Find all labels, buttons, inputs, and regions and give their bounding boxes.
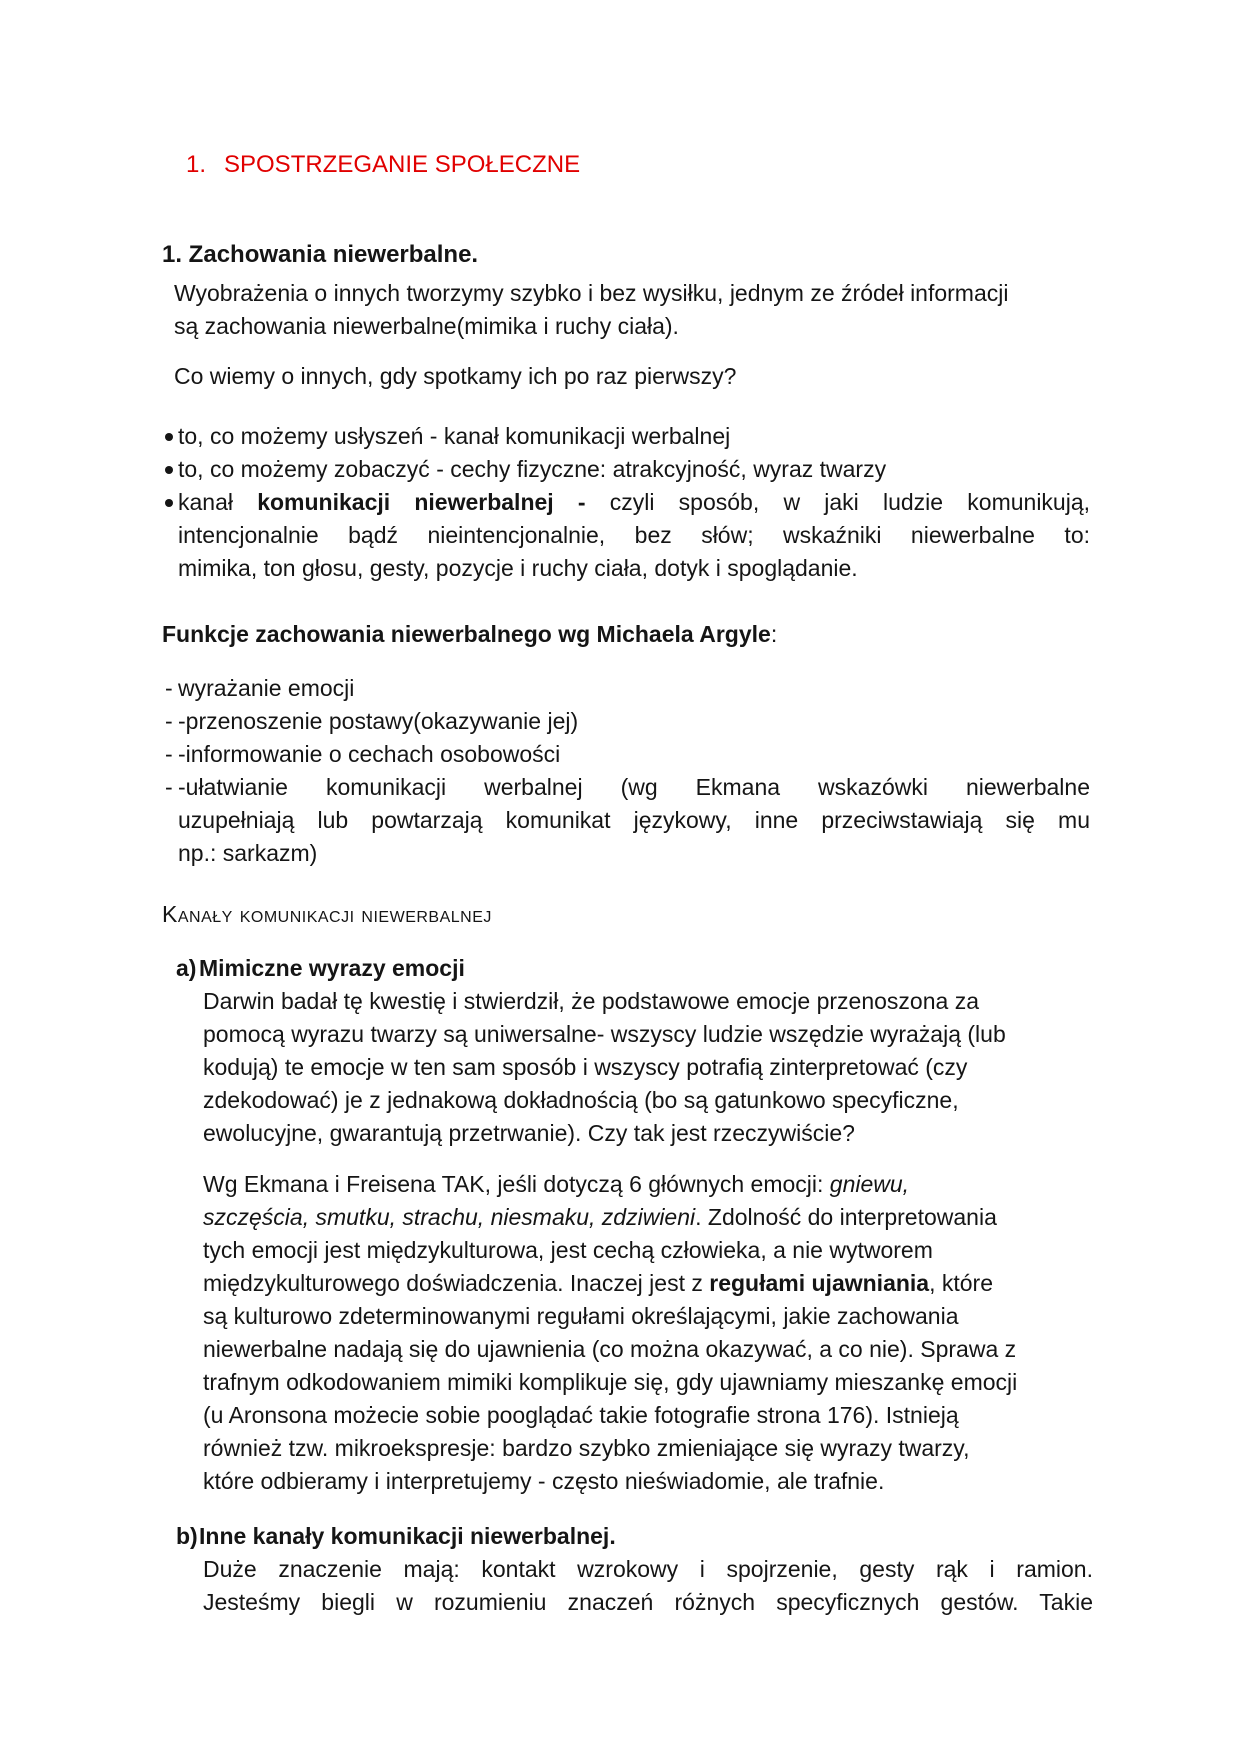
functions-heading — [162, 618, 1088, 651]
text-line: uzupełniają lub powtarzają komunikat językowy, inne przeciwstawiają się mu — [178, 807, 1090, 833]
text-line: mimika, ton głosu, gesty, pozycje i ruchy ciała, dotyk i spoglądanie. — [178, 555, 858, 581]
text-line: to, co możemy zobaczyć - cechy fizyczne: atrakcyjność, wyraz twarzy — [178, 456, 887, 482]
channels-heading: Kanały komunikacji niewerbalnej — [162, 901, 492, 927]
list-item — [164, 453, 1090, 486]
intro-paragraph — [174, 277, 1100, 343]
page-title-number: 1. — [186, 151, 207, 178]
text-line: np.: sarkazm) — [178, 840, 318, 866]
text-line: również tzw. mikroekspresje: bardzo szybko zmieniające się wyrazy twarzy, — [203, 1435, 970, 1461]
list-item — [164, 705, 1090, 738]
text-line: tych emocji jest międzykulturowa, jest cechą człowieka, a nie wytworem — [203, 1237, 933, 1263]
text-line: są zachowania niewerbalne(mimika i ruchy ciała). — [174, 313, 679, 339]
document-content — [160, 0, 1120, 1619]
dash-list — [164, 672, 1090, 870]
paragraph-gestures — [203, 1553, 1093, 1619]
text-line: ewolucyjne, gwarantują przetrwanie). Czy tak jest rzeczywiście? — [203, 1120, 855, 1146]
text-line: - -informowanie o cechach osobowości — [178, 741, 561, 767]
text-line: niewerbalne nadają się do ujawnienia (co można okazywać, a co nie). Sprawa z — [203, 1336, 1017, 1362]
text-line: szczęścia, smutku, strachu, niesmaku, zdziwieni. Zdolność do interpretowania — [203, 1204, 997, 1230]
list-item — [164, 771, 1090, 870]
text-line: pomocą wyrazu twarzy są uniwersalne- wszyscy ludzie wszędzie wyrażają (lub — [203, 1021, 1006, 1047]
text-line: Wg Ekmana i Freisena TAK, jeśli dotyczą 6 głównych emocji: gniewu, — [203, 1171, 910, 1197]
list-item — [164, 486, 1090, 585]
text-line: to, co możemy usłyszeń - kanał komunikacji werbalnej — [178, 423, 731, 449]
text-line: Funkcje zachowania niewerbalnego wg Michaela Argyle: — [162, 621, 778, 647]
text-line: Jesteśmy biegli w rozumieniu znaczeń różnych specyficznych gestów. Takie — [203, 1589, 1093, 1615]
section-heading: 1. Zachowania niewerbalne. — [162, 241, 479, 268]
text-line: Wyobrażenia o innych tworzymy szybko i bez wysiłku, jednym ze źródeł informacji — [174, 280, 1009, 306]
text-line: (u Aronsona możecie sobie pooglądać takie fotografie strona 176). Istnieją — [203, 1402, 959, 1428]
paragraph-darwin — [203, 985, 1093, 1150]
text-line: międzykulturowego doświadczenia. Inaczej jest z regułami ujawniania, które — [203, 1270, 994, 1296]
subsection-a-title: Mimiczne wyrazy emocji — [199, 955, 465, 981]
subsection-a-heading — [176, 952, 1120, 985]
text-line: kanał komunikacji niewerbalnej - czyli sposób, w jaki ludzie komunikują, — [178, 489, 1091, 515]
list-item — [164, 672, 1090, 705]
subsection-b-heading — [176, 1520, 1120, 1553]
list-item — [164, 420, 1090, 453]
question-paragraph: Co wiemy o innych, gdy spotkamy ich po raz pierwszy? — [174, 363, 737, 389]
text-line: zdekodować) je z jednakową dokładnością (bo są gatunkowo specyficzne, — [203, 1087, 959, 1113]
text-line: intencjonalnie bądź nieintencjonalnie, bez słów; wskaźniki niewerbalne to: — [178, 522, 1090, 548]
page-title — [186, 148, 1120, 181]
subsection-a-number: a) — [176, 955, 197, 981]
text-line: Duże znaczenie mają: kontakt wzrokowy i spojrzenie, gesty rąk i ramion. — [203, 1556, 1093, 1582]
text-line: kodują) te emocje w ten sam sposób i wszyscy potrafią zinterpretować (czy — [203, 1054, 968, 1080]
subsection-b-title: Inne kanały komunikacji niewerbalnej. — [199, 1523, 616, 1549]
subsection-b-number: b) — [176, 1523, 198, 1549]
text-line: - -przenoszenie postawy(okazywanie jej) — [178, 708, 579, 734]
text-line: trafnym odkodowaniem mimiki komplikuje się, gdy ujawniamy mieszankę emocji — [203, 1369, 1018, 1395]
text-line: są kulturowo zdeterminowanymi regułami określającymi, jakie zachowania — [203, 1303, 959, 1329]
text-line: - -ułatwianie komunikacji werbalnej (wg Ekmana wskazówki niewerbalne — [178, 774, 1090, 800]
paragraph-ekman — [203, 1168, 1093, 1498]
text-line: Darwin badał tę kwestię i stwierdził, że podstawowe emocje przenoszona za — [203, 988, 979, 1014]
page-title-text: SPOSTRZEGANIE SPOŁECZNE — [224, 151, 581, 178]
list-item — [164, 738, 1090, 771]
bullet-list — [164, 420, 1090, 585]
text-line: które odbieramy i interpretujemy - często nieświadomie, ale trafnie. — [203, 1468, 885, 1494]
text-line: - wyrażanie emocji — [178, 675, 355, 701]
